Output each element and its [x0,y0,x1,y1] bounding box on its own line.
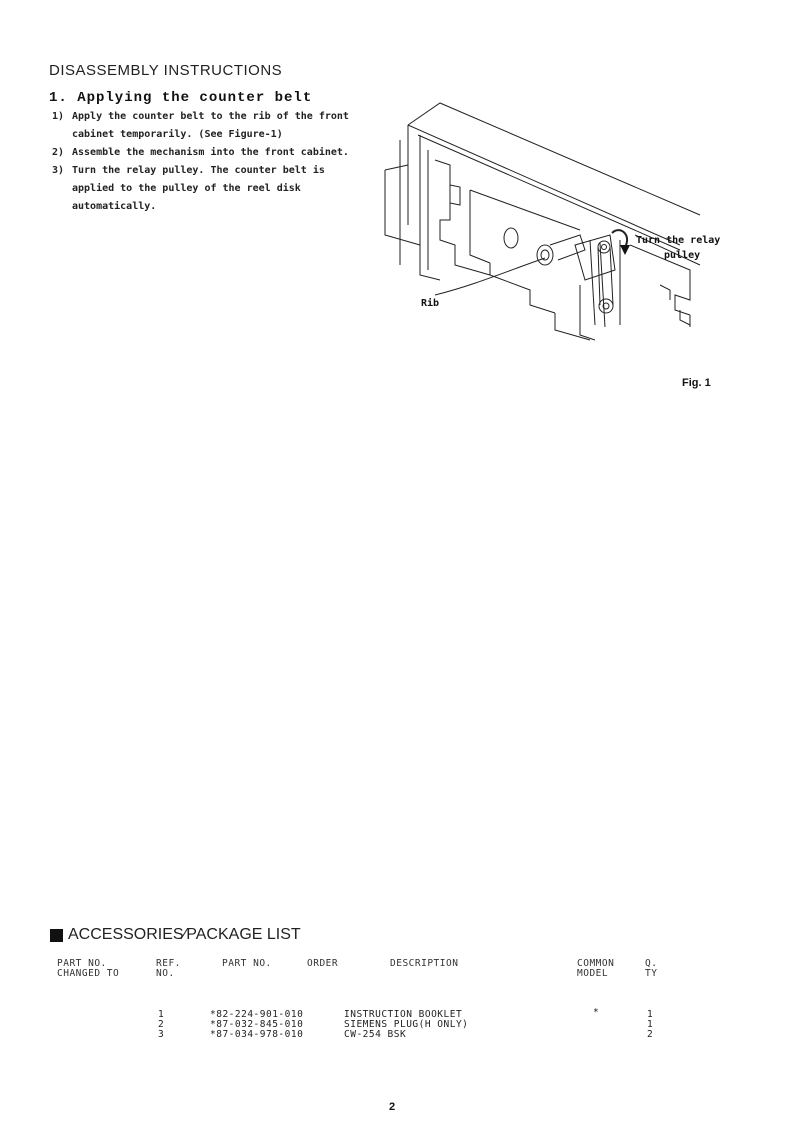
cell-qty: 2 [647,1029,654,1040]
callout-relay-pulley: Turn the relay pulley [636,235,720,261]
header-ref-no: REF. NO. [156,958,181,979]
cell-qty: 1 [647,1009,654,1020]
subsection-title: 1. Applying the counter belt [49,90,313,106]
cell-common-model: * [593,1007,600,1018]
header-order: ORDER [307,958,339,969]
cell-ref: 1 [158,1009,165,1020]
page-number: 2 [389,1101,396,1113]
step-3 [52,162,372,216]
header-qty: Q. TY [645,958,658,979]
cell-description: SIEMENS PLUG(H ONLY) [344,1019,469,1030]
step-number: 1) [52,111,65,122]
section-title: DISASSEMBLY INSTRUCTIONS [49,62,283,79]
mechanism-figure [380,95,720,350]
step-2 [52,144,372,162]
step-number: 3) [52,165,65,176]
instruction-steps [52,108,372,216]
step-number: 2) [52,147,65,158]
accessories-title-text: ACCESSORIES∕PACKAGE LIST [68,926,301,943]
bullet-square-icon [50,929,63,942]
callout-rib: Rib [421,298,440,309]
figure-label: Fig. 1 [682,377,711,389]
header-part-no: PART NO. [222,958,272,969]
cell-description: CW-254 BSK [344,1029,407,1040]
header-part-no-changed: PART NO. CHANGED TO [57,958,120,979]
header-description: DESCRIPTION [390,958,459,969]
cell-part-no: *87-034-978-010 [210,1029,304,1040]
header-common-model: COMMON MODEL [577,958,615,979]
cell-ref: 3 [158,1029,165,1040]
cell-part-no: *82-224-901-010 [210,1009,304,1020]
cell-description: INSTRUCTION BOOKLET [344,1009,463,1020]
cell-ref: 2 [158,1019,165,1030]
cell-qty: 1 [647,1019,654,1030]
step-text: Assemble the mechanism into the front cabinet. [72,147,349,158]
step-1 [52,108,372,144]
step-text: Turn the relay pulley. The counter belt is applied to the pulley of the reel disk automatically. [72,165,325,212]
step-text: Apply the counter belt to the rib of the front cabinet temporarily. (See Figure-1) [72,111,349,140]
cell-part-no: *87-032-845-010 [210,1019,304,1030]
accessories-title [50,926,301,944]
